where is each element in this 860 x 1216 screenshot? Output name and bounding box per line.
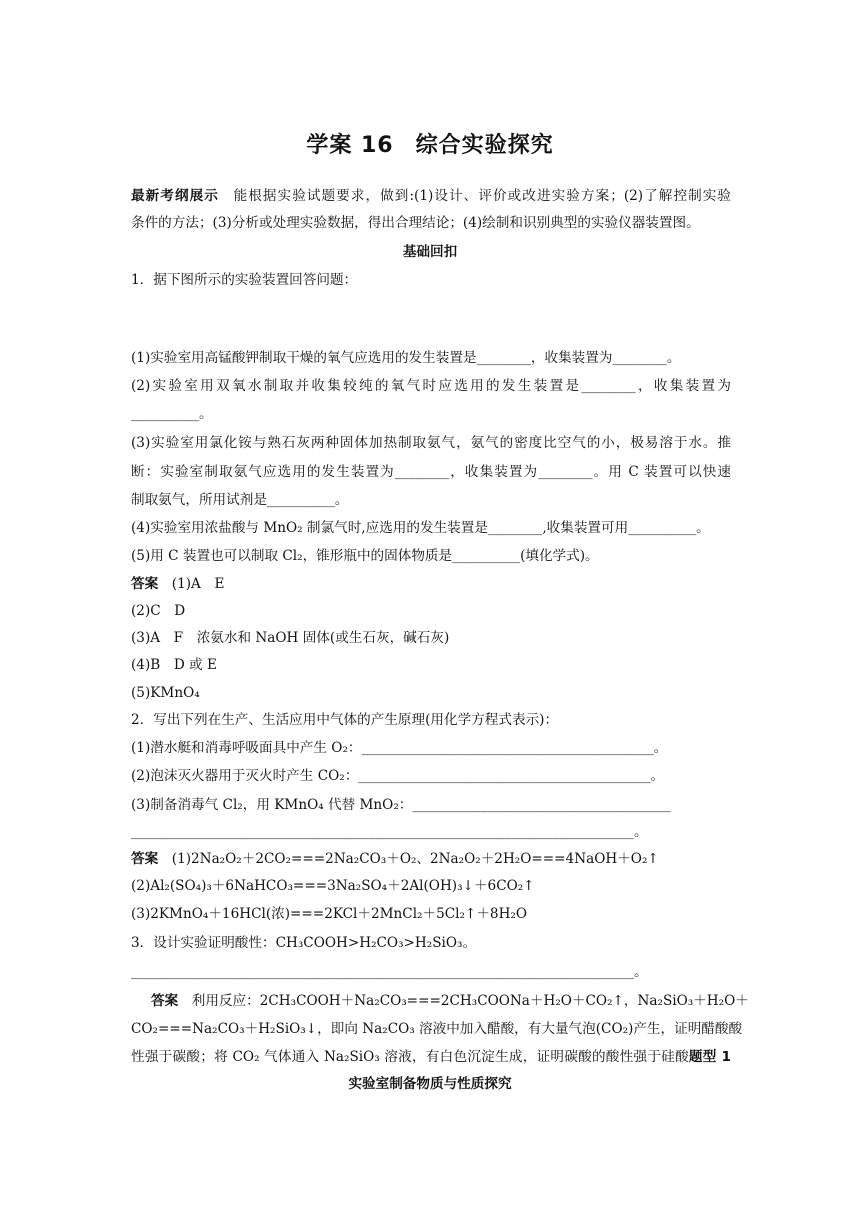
q1-line-2: (2)实验室用双氧水制取并收集较纯的氧气时应选用的发生装置是________，收集装置为 (131, 378, 731, 394)
outline-label: 最新考纲展示 (131, 188, 219, 204)
answer-text: 性强于碳酸；将 CO₂ 气体通入 Na₂SiO₃ 溶液，有白色沉淀生成，证明碳酸的酸性强于硅酸 (131, 1049, 689, 1065)
q3-answer-3 (131, 1048, 731, 1066)
answer-label: 答案 (131, 851, 159, 867)
q1-line-4: (3)实验室用氯化铵与熟石灰两种固体加热制取氨气，氨气的密度比空气的小，极易溶于水。推 (131, 435, 731, 451)
q1-answer-5: (5)KMnO₄ (131, 685, 200, 701)
q2-answer-2: (2)Al₂(SO₄)₃＋6NaHCO₃===3Na₂SO₄＋2Al(OH)₃↓＋6CO₂↑ (131, 878, 535, 894)
answer-label: 答案 (131, 576, 159, 592)
q2-line-1: (1)潜水艇和消毒呼吸面具中产生 O₂：___________________________________________。 (131, 740, 668, 756)
q2-line-4: __________________________________________________________________________。 (131, 824, 648, 840)
q1-line-5: 断：实验室制取氨气应选用的发生装置为________，收集装置为________。用 C 装置可以快速 (131, 464, 731, 480)
q1-answer-1 (131, 575, 731, 593)
q3-answer-1 (151, 992, 749, 1010)
title-topic: 综合实验探究 (415, 133, 554, 158)
section-heading: 基础回扣 (402, 244, 458, 260)
q1-line-3: __________。 (131, 406, 213, 422)
page-title (0, 128, 860, 159)
answer-text: (1)A E (171, 576, 225, 592)
q2-stem: 2．写出下列在生产、生活应用中气体的产生原理(用化学方程式表示)： (131, 712, 559, 728)
q2-line-2: (2)泡沫灭火器用于灭火时产生 CO₂：___________________________________________。 (131, 768, 665, 784)
q1-answer-4: (4)B D 或 E (131, 657, 217, 673)
outline-line-1 (131, 187, 731, 205)
outline-line-2: 条件的方法；(3)分析或处理实验数据，得出合理结论；(4)绘制和识别典型的实验仪器装置图。 (131, 215, 700, 231)
q1-answer-3: (3)A F 浓氨水和 NaOH 固体(或生石灰，碱石灰) (131, 630, 450, 646)
q1-line-7: (4)实验室用浓盐酸与 MnO₂ 制氯气时,应选用的发生装置是________,收集装置可用__________。 (131, 520, 710, 536)
q2-line-3: (3)制备消毒气 Cl₂，用 KMnO₄ 代替 MnO₂：______________________________________ (131, 797, 671, 813)
q1-line-1: (1)实验室用高锰酸钾制取干燥的氧气应选用的发生装置是________，收集装置为________。 (131, 350, 681, 366)
q2-answer-3: (3)2KMnO₄＋16HCl(浓)===2KCl＋2MnCl₂＋5Cl₂↑＋8H₂O (131, 906, 528, 922)
q1-stem: 1．据下图所示的实验装置回答问题： (131, 272, 358, 288)
q1-answer-2: (2)C D (131, 603, 186, 619)
q2-answer-1 (131, 850, 731, 868)
title-number: 学案 16 (306, 133, 394, 158)
outline-text-1: 能根据实验试题要求，做到:(1)设计、评价或改进实验方案；(2)了解控制实验 (233, 188, 732, 204)
question-type-label: 题型 1 (688, 1049, 731, 1065)
answer-text: (1)2Na₂O₂＋2CO₂===2Na₂CO₃＋O₂、2Na₂O₂＋2H₂O===4NaOH＋O₂↑ (171, 851, 659, 867)
answer-label: 答案 (151, 993, 179, 1009)
q3-blank: __________________________________________________________________________。 (131, 964, 648, 980)
q3-stem: 3．设计实验证明酸性：CH₃COOH>H₂CO₃>H₂SiO₃。 (131, 935, 477, 951)
answer-text: 利用反应：2CH₃COOH＋Na₂CO₃===2CH₃COONa＋H₂O＋CO₂↑，Na₂SiO₃＋H₂O＋ (191, 993, 749, 1009)
q1-line-6: 制取氨气，所用试剂是__________。 (131, 492, 349, 508)
q1-line-8: (5)用 C 装置也可以制取 Cl₂，锥形瓶中的固体物质是__________(填化学式)。 (131, 548, 599, 564)
section-heading-footer: 实验室制备物质与性质探究 (348, 1076, 512, 1092)
q3-answer-2: CO₂===Na₂CO₃＋H₂SiO₃↓，即向 Na₂CO₃ 溶液中加入醋酸，有大量气泡(CO₂)产生，证明醋酸酸 (131, 1021, 743, 1037)
